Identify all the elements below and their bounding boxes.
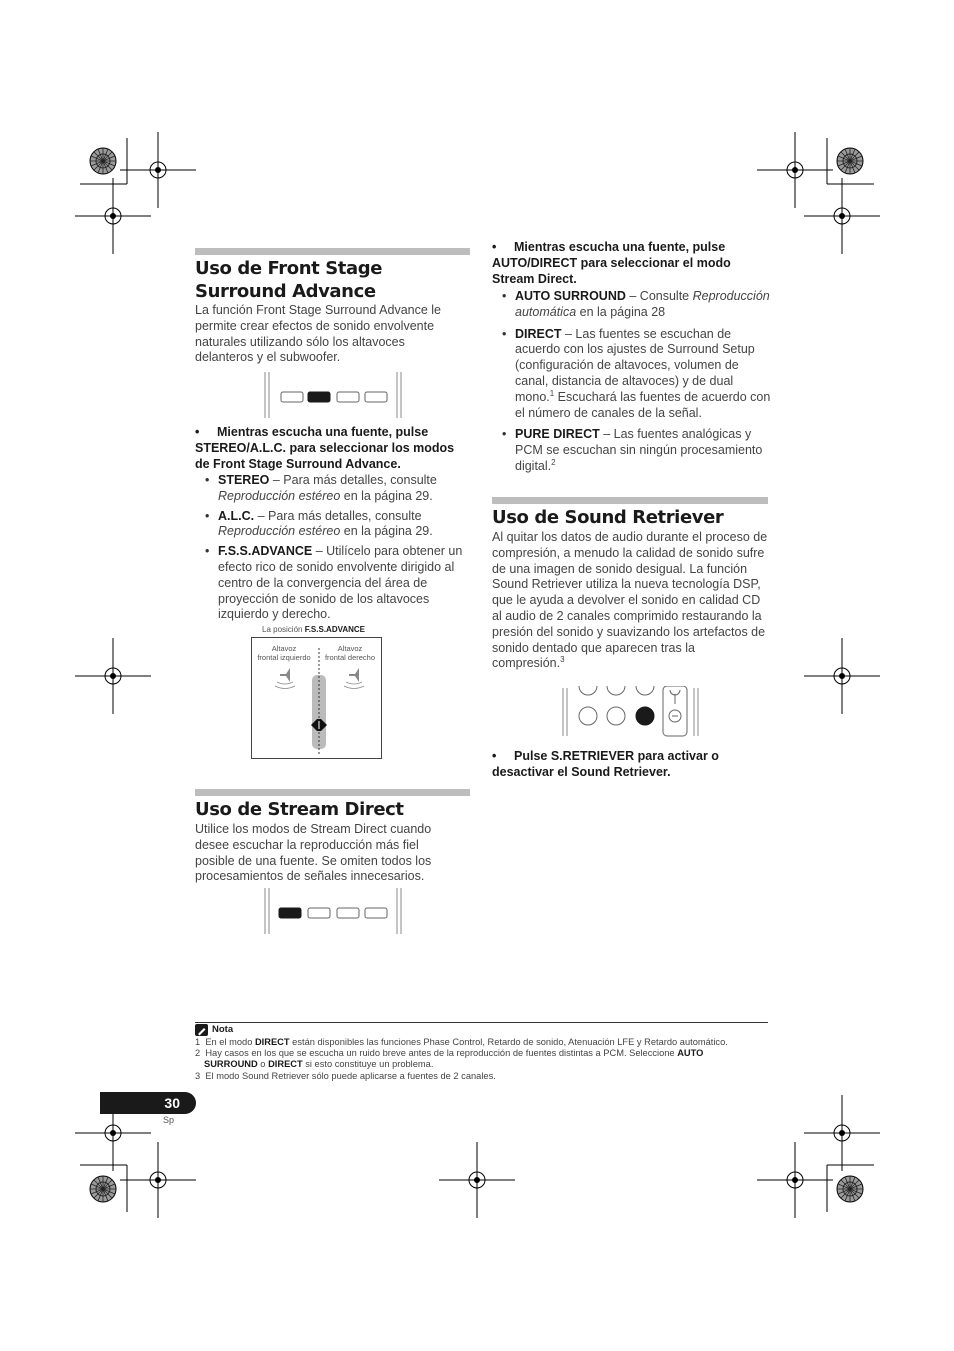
retriever-intro: Al quitar los datos de audio durante el proceso de compresión, a menudo la calidad de sonido sufre de una imagen de sonido desigual. La función Sound Retriever utiliza la nueva tecnología DSP, que le ayuda a devolver el sonido en calidad CD al audio de 2 canales comprimido restaurando la presión del sonido y suavizando los artefactos de sonido dentado que aparecen tras la compresión.$^3$	[492, 530, 768, 671]
remote-buttons-stereo	[262, 370, 404, 420]
remote-buttons-retriever	[560, 686, 702, 738]
footnote-3: 3 El modo Sound Retriever sólo puede aplicarse a fuentes de 2 canales.	[195, 1071, 496, 1081]
stream-mode-list	[492, 289, 772, 479]
note-icon	[195, 1024, 208, 1036]
footnote-1: 1 En el modo DIRECT están disponibles las funciones Phase Control, Retardo de sonido, Atenuación LFE y Retardo automático.	[195, 1037, 728, 1047]
stream-instruction: • Mientras escucha una fuente, pulse AUTO/DIRECT para seleccionar el modo Stream Direct.	[492, 240, 731, 286]
list-item: • DIRECT – Las fuentes se escuchan de acuerdo con los ajustes de Surround Setup (configuración de altavoces, volumen de canal, distancia de altavoces) y de dual mono.$^1$ Escuchará las fuentes de acuerdo con el número de canales de la señal.	[502, 327, 772, 422]
retriever-instruction-text: Pulse S.RETRIEVER para activar o desactivar el Sound Retriever.	[492, 749, 719, 779]
notes-heading: Nota	[212, 1024, 234, 1035]
notes-rule	[195, 1022, 768, 1023]
list-item: • PURE DIRECT – Las fuentes analógicas y PCM se escuchan sin ningún procesamiento digital.$^2$	[502, 427, 772, 474]
section-title-fss: Uso de Front Stage Surround Advance	[195, 258, 383, 302]
footnote-2: 2 Hay casos en los que se escucha un ruido breve antes de la reproducción de fuentes distintas a PCM. Seleccione AUTO SURROUND o DIRECT si esto constituye un problema.	[195, 1048, 704, 1070]
list-item: • F.S.S.ADVANCE – Utilícelo para obtener un efecto rico de sonido envolvente dirigido al centro de la convergencia del área de proyección de sonido de los altavoces izquierdo y derecho.	[205, 544, 470, 623]
right-speaker-label: Altavoz frontal derecho	[324, 644, 376, 662]
fss-instruction-text: Mientras escucha una fuente, pulse STEREO/A.L.C. para seleccionar los modos de Front Stage Surround Advance.	[195, 425, 455, 471]
left-speaker-label: Altavoz frontal izquierdo	[257, 644, 311, 662]
fss-diagram	[251, 637, 382, 759]
list-item: • STEREO – Para más detalles, consulte Reproducción estéreo en la página 29.	[205, 473, 470, 505]
page-number: 30	[100, 1092, 196, 1114]
page-language: Sp	[163, 1115, 175, 1125]
fss-instruction: • Mientras escucha una fuente, pulse STEREO/A.L.C. para seleccionar los modos de Front Stage Surround Advance.	[195, 425, 455, 471]
section-bar	[195, 789, 470, 796]
fss-intro: La función Front Stage Surround Advance le permite crear efectos de sonido envolvente naturales utilizando sólo los altavoces delanteros y el subwoofer.	[195, 303, 441, 365]
stream-instruction-text: Mientras escucha una fuente, pulse AUTO/DIRECT para seleccionar el modo Stream Direct.	[492, 240, 731, 286]
list-item: • A.L.C. – Para más detalles, consulte Reproducción estéreo en la página 29.	[205, 509, 470, 541]
section-bar	[492, 497, 768, 504]
remote-buttons-direct	[262, 886, 404, 936]
fss-mode-list	[195, 473, 470, 627]
fss-diagram-caption: La posición F.S.S.ADVANCE	[262, 625, 366, 634]
list-item: • AUTO SURROUND – Consulte Reproducción automática en la página 28	[502, 289, 772, 321]
speaker-convergence-icon	[252, 638, 381, 758]
section-bar	[195, 248, 470, 255]
retriever-instruction: • Pulse S.RETRIEVER para activar o desactivar el Sound Retriever.	[492, 749, 719, 779]
section-title-retriever: Uso de Sound Retriever	[492, 507, 724, 528]
stream-intro: Utilice los modos de Stream Direct cuando desee escuchar la reproducción más fiel posible de una fuente. Se omiten todos los procesamientos de señales innecesarios.	[195, 822, 432, 884]
section-title-stream: Uso de Stream Direct	[195, 799, 404, 820]
